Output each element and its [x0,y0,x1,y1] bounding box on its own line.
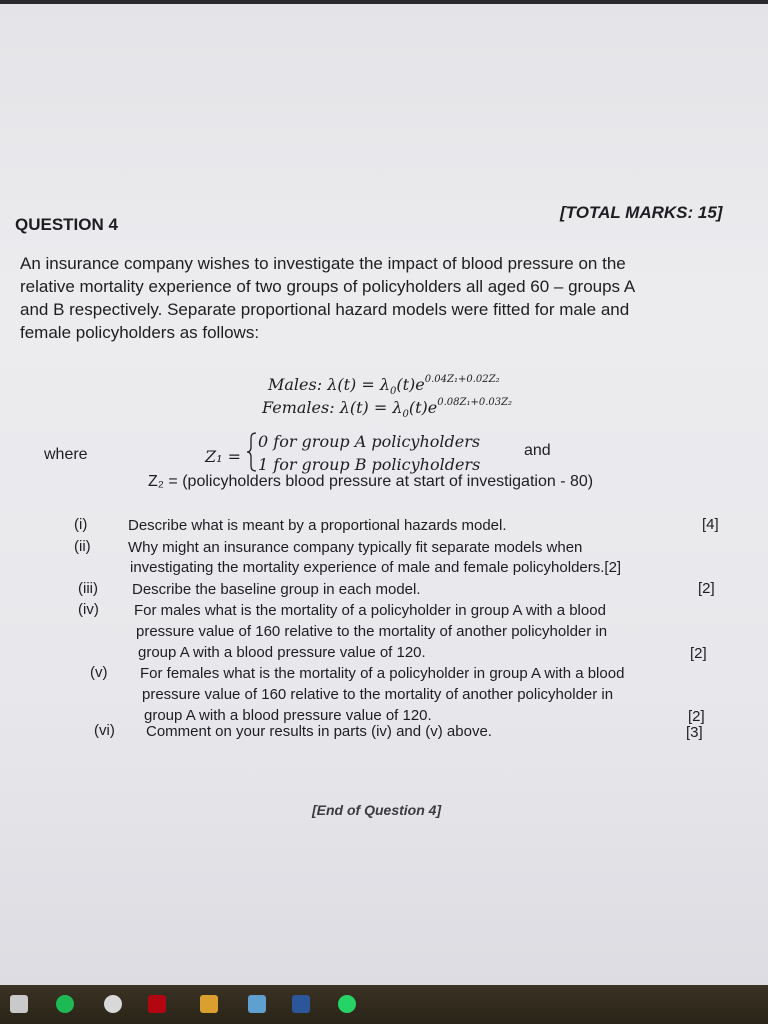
part-number: (vi) [94,722,115,739]
males-equation [268,374,500,397]
part-text: investigating the mortality experience of male and female policyholders.[2] [130,559,622,576]
whatsapp-icon[interactable] [338,995,356,1013]
males-label: Males: [268,375,323,394]
taskbar [0,985,768,1024]
males-exponent: 0.04Z₁+0.02Z₂ [424,374,500,385]
maps-icon[interactable] [200,995,218,1013]
part-text: group A with a blood pressure value of 120. [144,707,432,724]
intro-line: female policyholders as follows: [20,323,260,342]
z1-case-group-a: 0 for group A policyholders [258,432,481,451]
intro-line: relative mortality experience of two groups of policyholders all aged 60 – groups A [20,277,636,296]
and-label: and [524,442,551,459]
part-mark: [2] [688,708,705,725]
females-equation [262,397,512,420]
females-lhs: λ(t) = λ [339,398,403,417]
males-lhs: λ(t) = λ [327,375,390,394]
part-text: Describe the baseline group in each model. [132,581,421,598]
part-text: Describe what is meant by a proportional hazards model. [128,517,507,534]
part-text: pressure value of 160 relative to the mortality of another policyholder in [136,623,608,640]
part-number: (iii) [78,580,98,597]
part-text: Comment on your results in parts (iv) and (v) above. [146,723,492,740]
part-number: (iv) [78,601,99,618]
question-title: QUESTION 4 [15,215,118,234]
weather-icon[interactable] [248,995,266,1013]
spotify-icon[interactable] [56,995,74,1013]
word-icon[interactable] [292,995,310,1013]
part-number: (i) [74,516,88,533]
part-mark: [2] [698,580,715,597]
netflix-icon[interactable] [148,995,166,1013]
females-exponent: 0.08Z₁+0.03Z₂ [437,397,513,408]
part-number: (v) [90,664,108,681]
males-rhs: (t)e [396,375,425,394]
chrome-icon[interactable] [104,995,122,1013]
photos-icon[interactable] [10,995,28,1013]
intro-line: An insurance company wishes to investigate the impact of blood pressure on the [20,254,626,273]
lambda-subscript: 0 [389,386,397,398]
curly-brace-icon [246,432,258,472]
z2-definition: Z₂ = (policyholders blood pressure at start of investigation - 80) [148,473,594,490]
part-mark: [3] [686,724,703,741]
part-mark: [4] [702,516,719,533]
end-of-question: [End of Question 4] [312,802,442,818]
part-text: For females what is the mortality of a policyholder in group A with a blood [140,665,625,682]
females-label: Females: [262,398,335,417]
part-text: group A with a blood pressure value of 120. [138,644,426,661]
intro-line: and B respectively. Separate proportional hazard models were fitted for male and [20,300,630,319]
part-text: pressure value of 160 relative to the mortality of another policyholder in [142,686,614,703]
females-rhs: (t)e [408,398,438,417]
part-text: For males what is the mortality of a policyholder in group A with a blood [134,602,606,619]
part-text: Why might an insurance company typically fit separate models when [128,539,583,556]
z1-case-group-b: 1 for group B policyholders [258,455,481,474]
part-mark: [2] [690,645,707,662]
total-marks: [TOTAL MARKS: 15] [560,203,723,222]
question-intro [20,252,730,344]
lambda-subscript: 0 [402,409,409,421]
part-number: (ii) [74,538,91,555]
where-label: where [44,446,88,463]
z1-label: Z₁ = [205,447,242,466]
